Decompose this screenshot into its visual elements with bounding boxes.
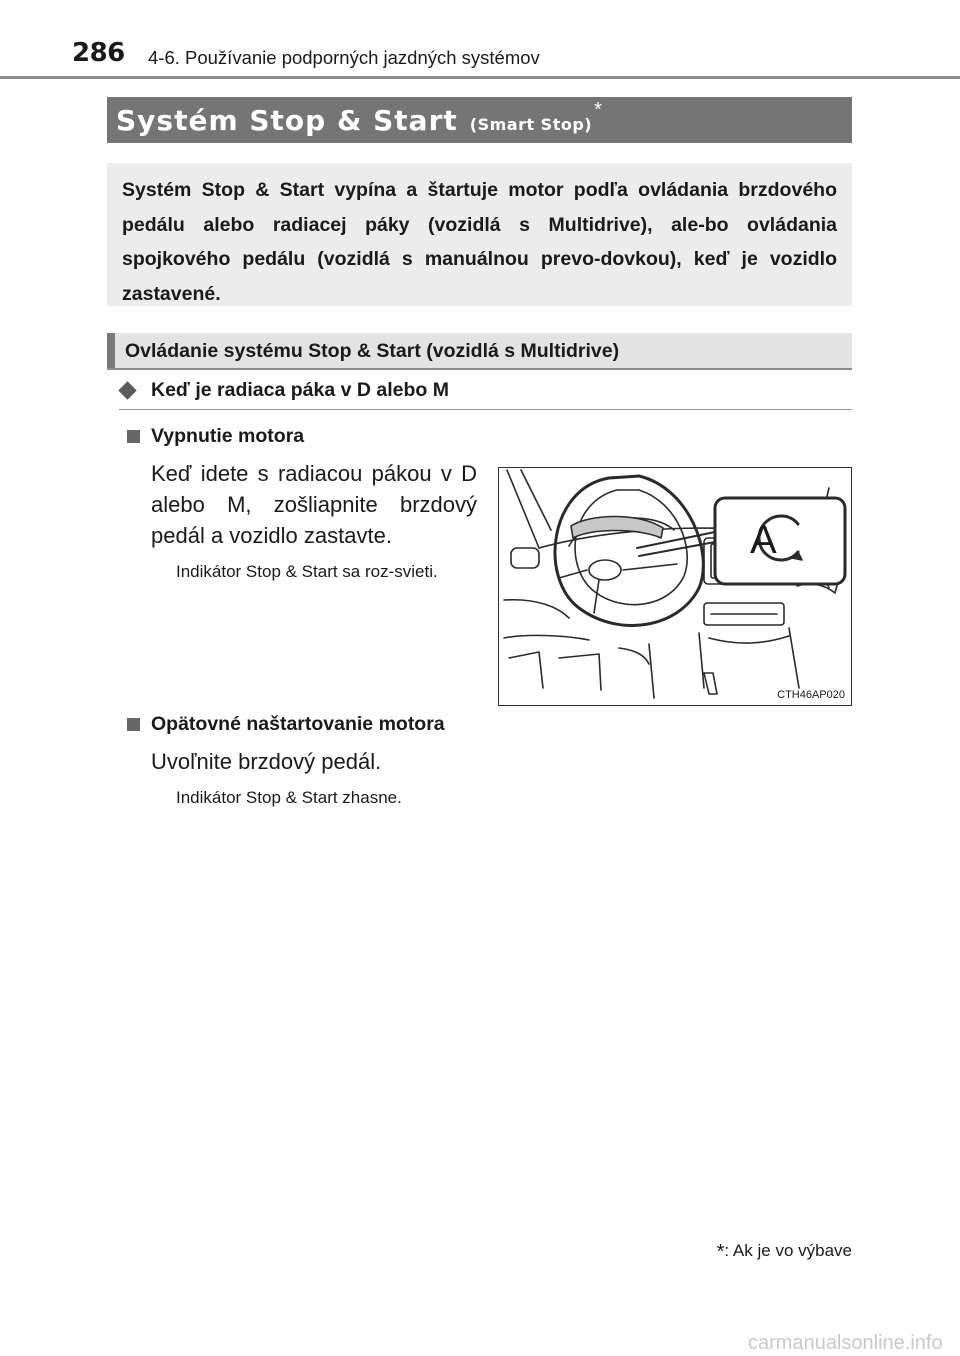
footnote-text: : Ak je vo výbave [724, 1241, 852, 1260]
footnote-star: * [716, 1241, 725, 1263]
dashboard-drawing [499, 468, 850, 704]
diamond-bullet-icon [118, 381, 136, 399]
item-heading-engine-restart: Opätovné naštartovanie motora [151, 713, 445, 735]
section-title: Ovládanie systému Stop & Start (vozidlá s Multidrive) [125, 340, 620, 362]
item-note-engine-stop: Indikátor Stop & Start sa roz-svieti. [176, 562, 438, 581]
item-text-engine-stop: Keď idete s radiacou pákou v D alebo M, zošliapnite brzdový pedál a vozidlo zastavte. [151, 461, 477, 548]
square-bullet-icon [127, 430, 140, 443]
section-accent [107, 333, 115, 368]
square-bullet-icon [127, 718, 140, 731]
item-note-engine-restart: Indikátor Stop & Start zhasne. [176, 788, 402, 807]
running-header: 4-6. Používanie podporných jazdných systémov [148, 47, 540, 68]
footnote [717, 1241, 852, 1264]
page-number: 286 [72, 38, 125, 68]
section-bar [107, 333, 852, 370]
intro-text: Systém Stop & Start vypína a štartuje motor podľa ovládania brzdového pedálu alebo radiacej páky (vozidlá s Multidrive), ale-bo ovládania spojkového pedálu (vozidlá s manuálnou prevo-dovkou), keď je vozidlo zastavené. [122, 179, 837, 305]
header-rule [0, 76, 960, 79]
subsection-title: Keď je radiaca páka v D alebo M [151, 379, 449, 401]
watermark: carmanualsonline.info [748, 1332, 943, 1354]
item-heading-engine-stop: Vypnutie motora [151, 425, 305, 447]
callout-label-a: A [750, 518, 777, 562]
title-bar [107, 97, 852, 143]
title-asterisk: * [594, 98, 602, 121]
dashboard-illustration [498, 467, 852, 706]
figure-code: CTH46AP020 [777, 689, 845, 701]
page-title: Systém Stop & Start [116, 103, 458, 137]
page-title-sub: (Smart Stop) [469, 114, 593, 134]
subsection-heading [119, 378, 852, 410]
item-text-engine-restart: Uvoľnite brzdový pedál. [151, 749, 382, 774]
intro-box [107, 163, 852, 306]
